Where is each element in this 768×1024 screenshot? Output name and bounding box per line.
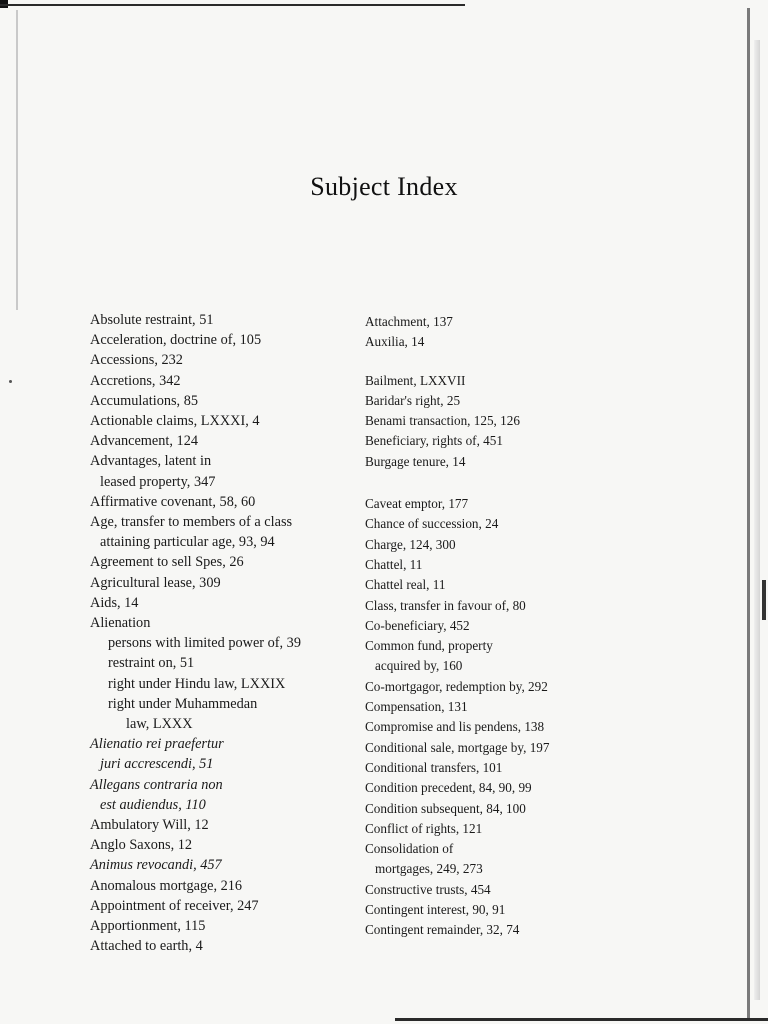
- index-entry: Appointment of receiver, 247: [90, 897, 259, 914]
- index-entry: Chattel, 11: [365, 556, 423, 572]
- index-entry: Chance of succession, 24: [365, 516, 499, 532]
- index-entry: Advancement, 124: [90, 433, 198, 450]
- index-entry: right under Muhammedan: [108, 695, 258, 712]
- index-entry: Conflict of rights, 121: [365, 820, 483, 836]
- index-entry: Burgage tenure, 14: [365, 453, 466, 469]
- index-entry: mortgages, 249, 273: [375, 861, 483, 877]
- index-entry: Anomalous mortgage, 216: [90, 877, 243, 894]
- index-entry: Affirmative covenant, 58, 60: [90, 493, 256, 510]
- index-entry: Absolute restraint, 51: [90, 312, 214, 328]
- index-entry: Compromise and lis pendens, 138: [365, 719, 545, 735]
- index-entry: Contingent interest, 90, 91: [365, 902, 506, 918]
- index-entry: Condition precedent, 84, 90, 99: [365, 780, 532, 796]
- index-entry: Class, transfer in favour of, 80: [365, 597, 526, 613]
- index-entry: law, LXXX: [126, 716, 193, 733]
- bottom-rule: [395, 1018, 768, 1021]
- index-entry: Bailment, LXXVII: [365, 372, 466, 388]
- index-entry: Consolidation of: [365, 841, 454, 857]
- index-entry: Acceleration, doctrine of, 105: [90, 332, 262, 349]
- index-entry: Accumulations, 85: [90, 392, 199, 409]
- edge-mark: [762, 580, 766, 620]
- index-entry: Apportionment, 115: [90, 918, 206, 935]
- index-entry: Compensation, 131: [365, 699, 468, 715]
- index-entry: Beneficiary, rights of, 451: [365, 433, 503, 449]
- index-entry: acquired by, 160: [375, 658, 463, 674]
- page-title: Subject Index: [310, 172, 458, 201]
- index-entry: Conditional transfers, 101: [365, 759, 503, 775]
- index-entry: persons with limited power of, 39: [108, 635, 301, 652]
- index-entry: Baridar's right, 25: [365, 392, 461, 408]
- index-entry: Co-mortgagor, redemption by, 292: [365, 678, 548, 694]
- index-entry: Advantages, latent in: [90, 453, 212, 470]
- index-entry: Auxilia, 14: [365, 334, 425, 350]
- index-entry: Constructive trusts, 454: [365, 881, 491, 897]
- index-entry: leased property, 347: [100, 473, 216, 490]
- index-entry: Age, transfer to members of a class: [90, 514, 293, 531]
- index-entry: Accretions, 342: [90, 372, 181, 389]
- index-entry: Agricultural lease, 309: [90, 574, 221, 591]
- index-entry: Condition subsequent, 84, 100: [365, 800, 526, 816]
- index-entry: Aids, 14: [90, 594, 139, 611]
- left-page-edge: [16, 10, 18, 310]
- right-page-edge: [747, 8, 750, 1018]
- index-entry: Actionable claims, LXXXI, 4: [90, 413, 260, 430]
- index-entry: juri accrescendi, 51: [100, 756, 214, 773]
- index-entry: Ambulatory Will, 12: [90, 817, 209, 834]
- scan-speck: [9, 380, 12, 383]
- index-entry: Benami transaction, 125, 126: [365, 413, 520, 429]
- index-entry: est audiendus, 110: [100, 796, 206, 813]
- index-column-right: [365, 312, 625, 941]
- index-entry: Agreement to sell Spes, 26: [90, 554, 244, 571]
- index-entry: restraint on, 51: [108, 655, 195, 672]
- index-entry: Co-beneficiary, 452: [365, 617, 470, 633]
- index-entry: Contingent remainder, 32, 74: [365, 922, 520, 938]
- index-entry: right under Hindu law, LXXIX: [108, 675, 286, 692]
- index-entry: Attached to earth, 4: [90, 938, 203, 955]
- index-entry: Chattel real, 11: [365, 577, 446, 593]
- index-entry: Animus revocandi, 457: [90, 857, 222, 874]
- index-entry: Alienatio rei praefertur: [90, 736, 224, 753]
- index-entry: Allegans contraria non: [90, 776, 223, 793]
- index-entry: Accessions, 232: [90, 352, 183, 369]
- index-entry: Anglo Saxons, 12: [90, 837, 193, 854]
- index-entry: Caveat emptor, 177: [365, 496, 469, 512]
- top-rule: [0, 4, 465, 6]
- index-column-left: [90, 310, 370, 957]
- index-entry: Charge, 124, 300: [365, 536, 456, 552]
- index-entry: Alienation: [90, 615, 151, 632]
- index-entry: Common fund, property: [365, 638, 493, 654]
- index-entry: Attachment, 137: [365, 314, 453, 329]
- index-entry: Conditional sale, mortgage by, 197: [365, 739, 550, 755]
- index-entry: attaining particular age, 93, 94: [100, 534, 275, 551]
